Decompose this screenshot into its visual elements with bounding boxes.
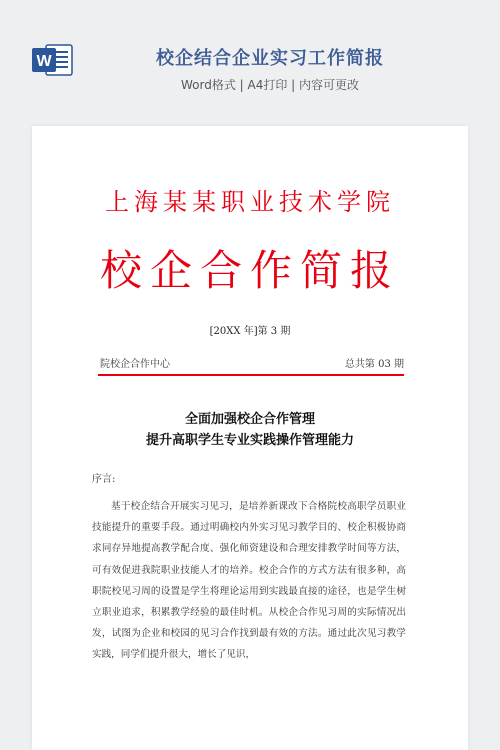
- word-icon-letter: W: [36, 53, 52, 70]
- center-name: 院校企合作中心: [100, 359, 170, 370]
- page-header: [0, 0, 500, 110]
- article-title-line-2: 提升高职学生专业实践操作管理能力: [145, 433, 354, 448]
- article-title-line-1: 全面加强校企合作管理: [184, 412, 315, 427]
- preface-label: 序言:: [92, 474, 116, 485]
- document-page: [32, 126, 468, 750]
- red-divider: [98, 374, 404, 376]
- body-paragraph: 基于校企结合开展实习见习，是培养新课改下合格院校高职学员职业技能提升的重要手段。通过明确校内外实习见习教学目的、校企积极协商求同存异地提高教学配合度、强化师资建设和合理安排教学时间等方法，可有效促进我院职业技能人才的培养。校企合作的方式方法有很多种，高职院校见习周的设置是学生将理论运用到实践最直接的途径，也是学生树立职业追求，积累教学经验的最佳时机。从校企合作见习周的实际情况出发，试图为企业和校园的见习合作找到最有效的方法。通过此次见习教学实践，同学们提升很大，增长了见识，: [92, 501, 406, 661]
- page-title: 校企结合企业实习工作简报: [156, 48, 384, 69]
- issue-line: [20XX 年]第 3 期: [209, 326, 291, 337]
- bulletin-title: 校企合作简报: [99, 246, 400, 295]
- school-name: 上海某某职业技术学院: [105, 188, 395, 216]
- word-document-icon: [32, 42, 74, 78]
- total-issue: 总共第 03 期: [344, 359, 404, 370]
- page-subtitle: Word格式 | A4打印 | 内容可更改: [180, 78, 360, 92]
